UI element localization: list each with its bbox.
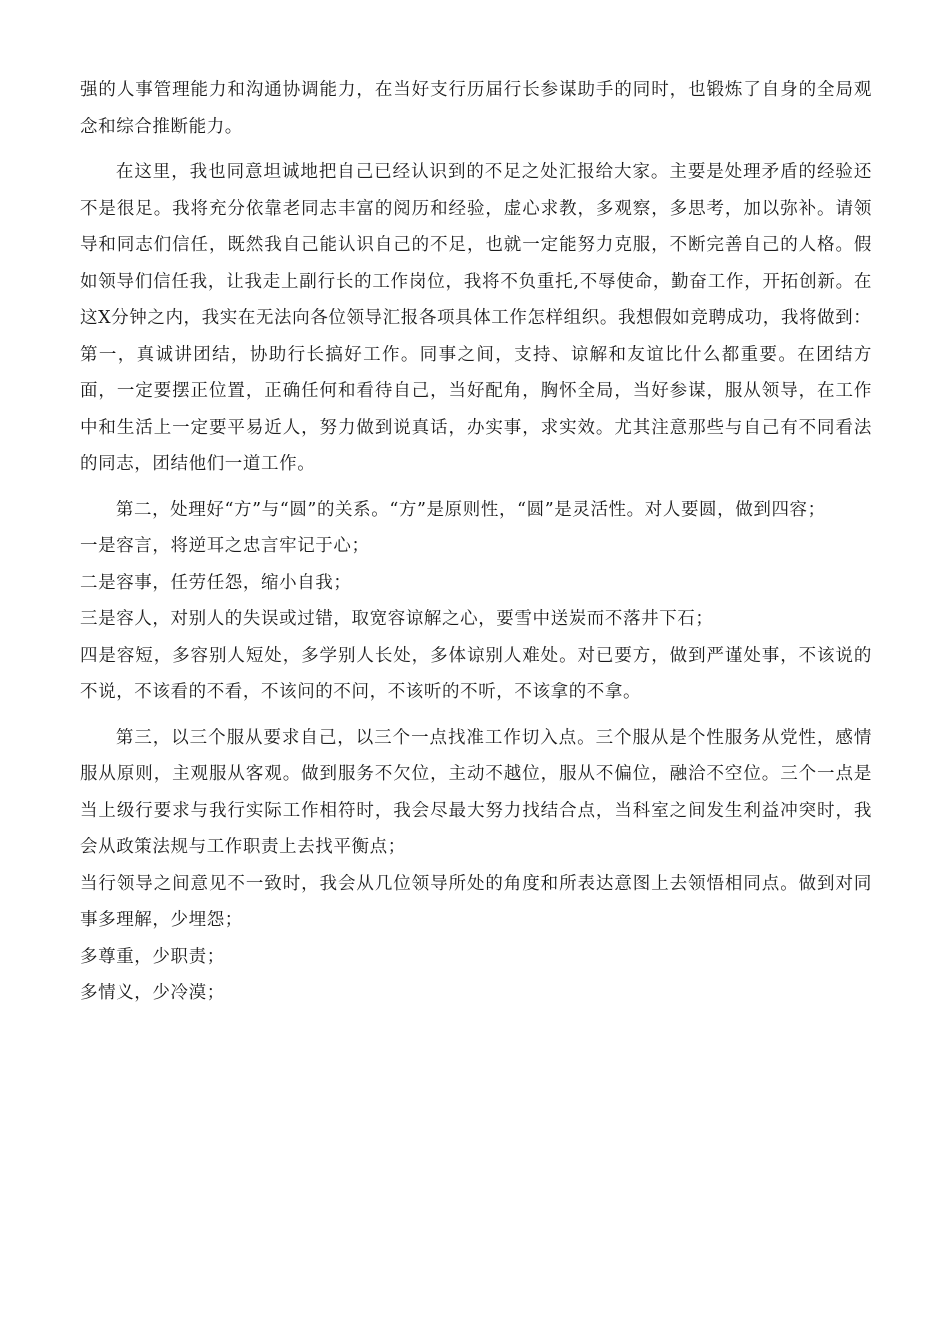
list-item-rong-yan: 一是容言，将逆耳之忠言牢记于心； bbox=[80, 536, 370, 556]
list-item-rong-shi: 二是容事，任劳任怨，缩小自我； bbox=[80, 572, 352, 593]
document-body bbox=[80, 72, 872, 1012]
list-item-rong-duan: 四是容短，多容别人短处，多学别人长处，多体谅别人难处。对已要方，做到严谨处事，不该说的不说，不该看的不看，不该问的不问，不该听的不听，不该拿的不拿。 bbox=[80, 645, 872, 702]
paragraph-point-one: 第一，真诚讲团结，协助行长搞好工作。同事之间，支持、谅解和友谊比什么都重要。在团结方面，一定要摆正位置，正确任何和看待自己，当好配角，胸怀全局，当好参谋，服从领导，在工作中和生活上一定要平易近人，努力做到说真话，办实事，求实效。尤其注意那些与自己有不同看法的同志，团结他们一道工作。 bbox=[80, 344, 872, 474]
paragraph-leaders-disagreement: 当行领导之间意见不一致时，我会从几位领导所处的角度和所表达意图上去领悟相同点。做到对同事多理解，少埋怨； bbox=[80, 873, 872, 930]
paragraph-shortcomings: 在这里，我也同意坦诚地把自己已经认识到的不足之处汇报给大家。主要是处理矛盾的经验还不是很足。我将充分依靠老同志丰富的阅历和经验，虚心求教，多观察，多思考，加以弥补。请领导和同志们信任，既然我自己能认识自己的不足，也就一定能努力克服，不断完善自己的人格。假如领导们信任我，让我走上副行长的工作岗位，我将不负重托,不辱使命，勤奋工作，开拓创新。在这X分钟之内，我实在无法向各位领导汇报各项具体工作怎样组织。我想假如竞聘成功，我将做到： bbox=[80, 162, 872, 328]
list-item-respect: 多尊重，少职责； bbox=[80, 946, 225, 967]
paragraph-point-three: 第三，以三个服从要求自己，以三个一点找准工作切入点。三个服从是个性服务从党性，感情服从原则，主观服从客观。做到服务不欠位，主动不越位，服从不偏位，融洽不空位。三个一点是当上级行要求与我行实际工作相符时，我会尽最大努力找结合点，当科室之间发生利益冲突时，我会从政策法规与工作职责上去找平衡点； bbox=[80, 727, 872, 857]
list-item-rong-ren: 三是容人，对别人的失误或过错，取宽容谅解之心，要雪中送炭而不落井下石； bbox=[80, 609, 714, 629]
paragraph-continuation: 强的人事管理能力和沟通协调能力，在当好支行历届行长参谋助手的同时，也锻炼了自身的全局观念和综合推断能力。 bbox=[80, 80, 872, 137]
paragraph-point-two: 第二，处理好“方”与“圆”的关系。“方”是原则性，“圆”是灵活性。对人要圆，做到四容； bbox=[115, 499, 826, 520]
list-item-friendship: 多情义，少冷漠； bbox=[80, 983, 225, 1003]
